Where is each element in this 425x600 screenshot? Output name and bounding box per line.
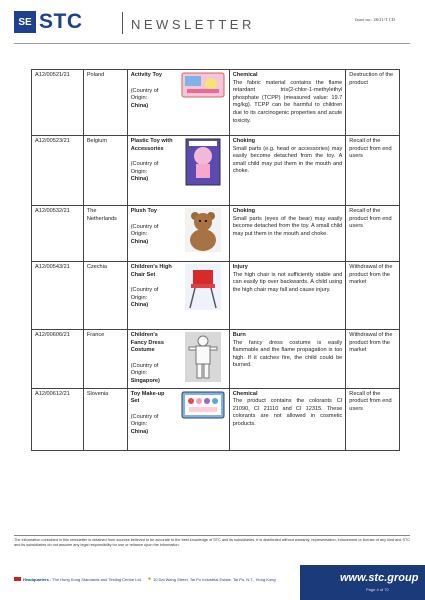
table-row (32, 70, 400, 136)
page-number: Page 4 of 70 (366, 587, 389, 592)
measure-cell (346, 136, 400, 206)
notifying-country: France (86, 332, 105, 338)
measures-taken: Withdrawal of the product from the market (349, 264, 393, 286)
table-row (32, 388, 400, 450)
measure-cell (346, 70, 400, 136)
risk-type: Injury (232, 264, 248, 270)
country-cell (83, 70, 127, 136)
risk-description: The high chair is not sufficiently stable and can easily tip over backwards. A child using the high chair may fall and cause injury. (232, 271, 343, 293)
table-row (32, 330, 400, 389)
product-name: Toy Make-up Set (130, 390, 165, 405)
product-cell (127, 388, 229, 450)
risk-type: Choking (232, 138, 256, 144)
hq-name: - The Hong Kong Standards and Testing Centre Ltd. (49, 576, 142, 582)
origin-country: China) (130, 428, 149, 435)
risk-description: Small parts (e.g. head or accessories) may easily become detached from the toy. A small child may put them in the mouth and choke. (232, 145, 343, 175)
hq-address: 10 Dai Wang Street, Tai Po Industrial Estate, Tai Po, N.T., Hong Kong (152, 576, 276, 582)
risk-cell (229, 262, 346, 330)
origin-label: (Country of Origin: (130, 161, 159, 175)
reference-cell (32, 330, 84, 389)
notifying-country: Poland (86, 72, 105, 78)
reference-cell (32, 262, 84, 330)
risk-cell (229, 206, 346, 262)
header-rule (14, 43, 410, 44)
country-cell (83, 136, 127, 206)
risk-cell (229, 388, 346, 450)
footer-rule (14, 535, 410, 536)
issue-number: Issue no.: 26/21/T CD (355, 17, 395, 22)
origin-label: (Country of Origin: (130, 413, 159, 428)
risk-type: Burn (232, 332, 246, 338)
measures-taken: Destruction of the product (349, 72, 394, 86)
measure-cell (346, 206, 400, 262)
reference-number: A12/00532/21 (35, 208, 70, 214)
high-chair-image (178, 262, 229, 312)
reference-cell (32, 206, 84, 262)
reference-cell (32, 136, 84, 206)
product-cell (127, 70, 229, 136)
product-cell (127, 136, 229, 206)
table-row (32, 206, 400, 262)
measures-taken: Recall of the product from end users (349, 390, 392, 412)
origin-label: (Country of Origin: (130, 223, 159, 238)
product-cell (127, 206, 229, 262)
origin-label: (Country of Origin: (130, 362, 159, 377)
risk-type: Choking (232, 208, 256, 214)
notifying-country: Belgium (86, 138, 108, 144)
reference-number: A12/00521/21 (35, 72, 70, 78)
hq-label: Headquarters (23, 576, 49, 582)
measures-taken: Recall of the product from end users (349, 138, 392, 160)
risk-type: Chemical (232, 390, 258, 397)
origin-country: China) (130, 302, 149, 309)
disclaimer-text: The information contained in this newsletter is obtained from sources believed to be accurate to the best knowledge of STC and its subsidiaries. It is distributed without warranty, representation, inducement or license of any kind and STC and its subsidiaries do not assume any legal responsibility for use or reliance upon the information. (14, 538, 411, 547)
location-pin-icon: ● (147, 576, 151, 582)
table-row (32, 262, 400, 330)
origin-label: (Country of Origin: (130, 287, 159, 301)
makeup-set-image (178, 389, 229, 439)
activity-toy-image (178, 70, 229, 112)
website-link[interactable]: www.stc.group (340, 572, 419, 584)
notifying-country: Slovenia (86, 390, 109, 397)
stc-logo-mark: SE (14, 11, 36, 33)
risk-cell (229, 70, 346, 136)
notifying-country: The Netherlands (86, 208, 117, 222)
country-cell (83, 388, 127, 450)
plush-bear-image (178, 206, 229, 252)
risk-description: Small parts (eyes of the bear) may easily become detached from the toy. A small child may put them in the mouth and choke. (232, 215, 343, 237)
risk-cell (229, 136, 346, 206)
reference-number: A12/00543/21 (35, 264, 70, 270)
headquarters-info (14, 576, 276, 582)
section-title: NEWSLETTER (131, 17, 255, 32)
table-row (32, 136, 400, 206)
costume-image (178, 330, 229, 388)
reference-cell (32, 70, 84, 136)
origin-country: China) (130, 238, 149, 245)
reference-number: A12/00523/21 (35, 138, 70, 144)
origin-label: (Country of Origin: (130, 87, 159, 102)
header-divider (122, 12, 123, 34)
reference-number: A12/00612/21 (35, 390, 70, 397)
measure-cell (346, 330, 400, 389)
country-cell (83, 330, 127, 389)
product-cell (127, 262, 229, 330)
flag-icon (14, 577, 21, 581)
measure-cell (346, 262, 400, 330)
risk-cell (229, 330, 346, 389)
reference-cell (32, 388, 84, 450)
country-cell (83, 206, 127, 262)
product-cell (127, 330, 229, 389)
origin-country: China) (130, 176, 149, 183)
measures-taken: Recall of the product from end users (349, 208, 392, 230)
recall-table (31, 69, 400, 451)
country-cell (83, 262, 127, 330)
product-name: Children's High Chair Set (130, 264, 172, 278)
origin-country: China) (130, 102, 149, 109)
risk-description: The fabric material contains the flame retardant tris(2-chlor-1-methylethyl phosphate (TCPP) (measured value: 19.7 mg/kg). TCPP can be harmful to children due to its carcinogenic properties and acute toxicity. (232, 79, 343, 124)
notifying-country: Czechia (86, 264, 108, 270)
stc-logo-text: STC (39, 10, 83, 33)
measures-taken: Withdrawal of the product from the market (349, 332, 393, 354)
measure-cell (346, 388, 400, 450)
stc-logo (14, 11, 83, 33)
plastic-toy-image (178, 136, 229, 186)
product-name: Plastic Toy with Accessories (130, 138, 173, 152)
risk-type: Chemical (232, 72, 258, 78)
product-name: Children's Fancy Dress Costume (130, 332, 164, 354)
reference-number: A12/00606/21 (35, 332, 70, 338)
risk-description: The fancy dress costume is easily flammable and the flame propagation is too high. If it catches fire, the child could be burned. (232, 339, 343, 369)
product-name: Plush Toy (130, 208, 158, 214)
origin-country: Singapore) (130, 377, 160, 384)
product-name: Activity Toy (130, 72, 162, 78)
risk-description: The product contains the colorants CI 21090, CI 21110 and CI 12315. These colorants are not allowed in cosmetic products. (232, 398, 343, 427)
newsletter-header (0, 0, 425, 40)
